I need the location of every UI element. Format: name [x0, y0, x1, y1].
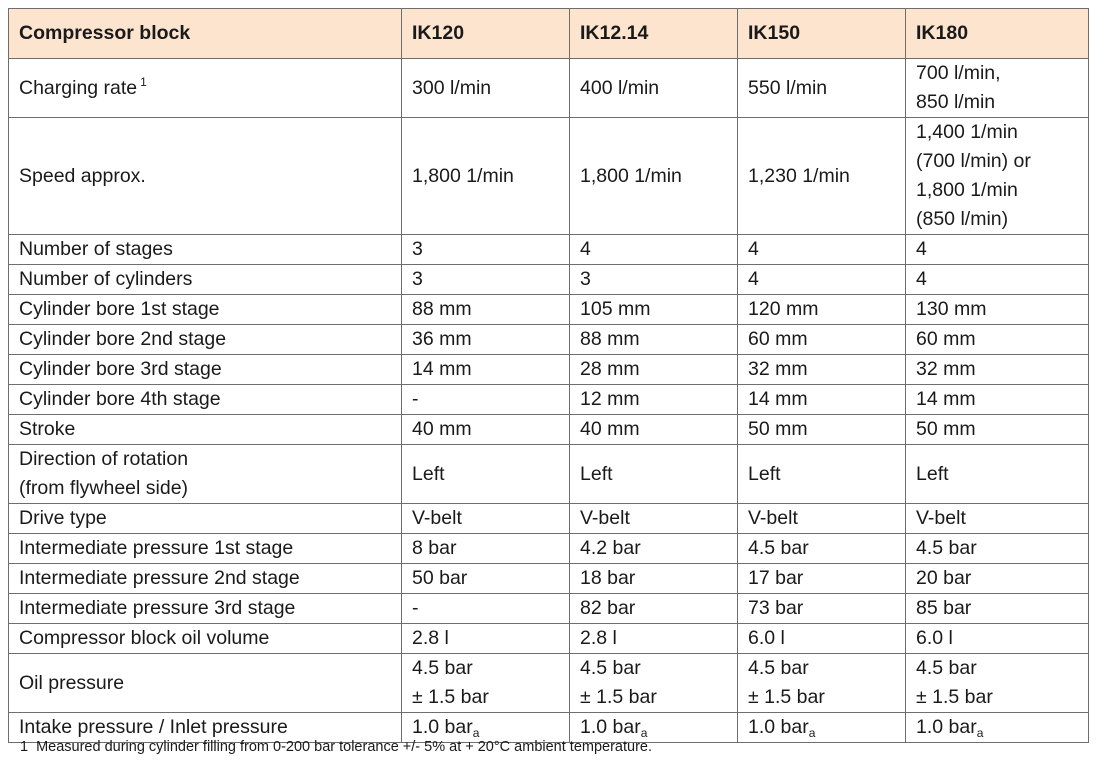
column-header-parameter: Compressor block [9, 9, 402, 59]
cell-line: 105 mm [580, 298, 651, 320]
table-cell [570, 295, 738, 325]
cell-line: V-belt [916, 507, 966, 529]
table-cell [738, 235, 906, 265]
cell-line: 4 [748, 238, 759, 260]
table-cell [906, 355, 1089, 385]
row-label [9, 325, 402, 355]
cell-line: 28 mm [580, 358, 640, 380]
table-cell [570, 59, 738, 118]
cell-line: 4.5 bar [412, 657, 473, 679]
cell-line: 1,400 1/min [916, 121, 1018, 143]
row-label [9, 355, 402, 385]
cell-line: 4.2 bar [580, 537, 641, 559]
table-cell [570, 534, 738, 564]
table-cell [570, 265, 738, 295]
table-row [9, 385, 1089, 415]
table-cell [738, 385, 906, 415]
cell-line: 18 bar [580, 567, 636, 589]
table-cell [402, 534, 570, 564]
row-label [9, 594, 402, 624]
cell-line: 1.0 bar [748, 716, 809, 738]
cell-line: 60 mm [748, 328, 808, 350]
table-cell [570, 445, 738, 504]
cell-line: (700 l/min) or [916, 150, 1031, 172]
cell-line: 8 bar [412, 537, 457, 559]
table-row [9, 295, 1089, 325]
row-label-text: Number of cylinders [19, 268, 193, 290]
row-label-text: Speed approx. [19, 164, 146, 187]
cell-line: 120 mm [748, 298, 819, 320]
cell-line: 6.0 l [916, 627, 953, 649]
table-cell [570, 235, 738, 265]
footnote [20, 738, 652, 756]
table-cell [402, 624, 570, 654]
table-cell [570, 415, 738, 445]
table-cell [402, 265, 570, 295]
cell-line: 4 [916, 268, 927, 290]
table-cell [738, 325, 906, 355]
table-cell [570, 564, 738, 594]
cell-line: 40 mm [580, 418, 640, 440]
table-row [9, 504, 1089, 534]
cell-line: 1.0 bar [580, 716, 641, 738]
table-row [9, 325, 1089, 355]
row-label [9, 445, 402, 504]
cell-line: 300 l/min [412, 76, 492, 99]
row-label [9, 265, 402, 295]
cell-line: 4.5 bar [748, 657, 809, 679]
cell-line: 50 mm [916, 418, 976, 440]
cell-line: 130 mm [916, 298, 987, 320]
row-label [9, 295, 402, 325]
table-cell [738, 504, 906, 534]
table-cell [906, 504, 1089, 534]
row-label-text: Drive type [19, 507, 107, 529]
cell-line: 4 [916, 238, 927, 260]
table-cell [906, 235, 1089, 265]
table-cell [906, 415, 1089, 445]
row-label-text: Cylinder bore 1st stage [19, 298, 220, 320]
cell-line: 4.5 bar [580, 657, 641, 679]
column-header-model: IK150 [738, 9, 906, 59]
column-header-model: IK120 [402, 9, 570, 59]
table-cell [402, 654, 570, 713]
table-cell [402, 415, 570, 445]
unit-subscript: a [976, 726, 984, 740]
table-cell [570, 594, 738, 624]
table-cell [738, 355, 906, 385]
row-label-text: Cylinder bore 3rd stage [19, 358, 222, 380]
table-cell [738, 415, 906, 445]
table-cell [570, 325, 738, 355]
cell-line: V-belt [580, 507, 630, 529]
table-cell [738, 713, 906, 743]
table-row [9, 355, 1089, 385]
row-label [9, 504, 402, 534]
table-row [9, 118, 1089, 235]
cell-line: - [412, 597, 419, 619]
table-row [9, 624, 1089, 654]
row-label-line: Direction of rotation [19, 448, 189, 470]
column-header-model: IK12.14 [570, 9, 738, 59]
table-cell [906, 713, 1089, 743]
row-label [9, 118, 402, 235]
cell-line: 4.5 bar [748, 537, 809, 559]
cell-line: 1.0 bar [412, 716, 473, 738]
table-cell [906, 295, 1089, 325]
table-cell [906, 594, 1089, 624]
table-cell [738, 624, 906, 654]
table-header [9, 9, 1089, 59]
row-label-text: Intake pressure / Inlet pressure [19, 716, 288, 738]
row-label-line: (from flywheel side) [19, 477, 189, 499]
row-label [9, 534, 402, 564]
table-cell [570, 118, 738, 235]
table-cell [906, 654, 1089, 713]
cell-line: 1,230 1/min [748, 164, 850, 187]
table-cell [402, 445, 570, 504]
table-cell [906, 325, 1089, 355]
table-cell [570, 654, 738, 713]
row-label [9, 564, 402, 594]
table-cell [402, 504, 570, 534]
cell-line: 73 bar [748, 597, 804, 619]
cell-line: Left [916, 462, 949, 485]
table-cell [906, 118, 1089, 235]
table-row [9, 594, 1089, 624]
table-cell [738, 59, 906, 118]
cell-line: ± 1.5 bar [916, 686, 993, 708]
cell-line: 17 bar [748, 567, 804, 589]
cell-line: 4.5 bar [916, 657, 977, 679]
cell-line: 1.0 bar [916, 716, 977, 738]
table-row [9, 59, 1089, 118]
cell-line: 1,800 1/min [916, 179, 1018, 201]
cell-line: 50 bar [412, 567, 468, 589]
row-label-text: Stroke [19, 418, 76, 440]
cell-line: 14 mm [412, 358, 472, 380]
cell-line: 4 [580, 238, 591, 260]
table-row [9, 654, 1089, 713]
table-cell [570, 385, 738, 415]
row-label-text: Cylinder bore 4th stage [19, 388, 221, 410]
row-label [9, 415, 402, 445]
row-label-text: Cylinder bore 2nd stage [19, 328, 227, 350]
table-cell [906, 385, 1089, 415]
cell-line: 550 l/min [748, 76, 828, 99]
cell-line: 14 mm [748, 388, 808, 410]
header-row [9, 9, 1089, 59]
row-label-text: Oil pressure [19, 671, 125, 694]
row-label-text: Number of stages [19, 238, 173, 260]
cell-line: 14 mm [916, 388, 976, 410]
table-cell [402, 118, 570, 235]
table-cell [402, 385, 570, 415]
cell-line: 20 bar [916, 567, 972, 589]
row-label [9, 235, 402, 265]
table-cell [906, 624, 1089, 654]
row-label-text: Intermediate pressure 2nd stage [19, 567, 300, 589]
footnote-number: 1 [20, 739, 29, 755]
table-cell [402, 295, 570, 325]
cell-line: 40 mm [412, 418, 472, 440]
table-cell [738, 564, 906, 594]
table-cell [570, 504, 738, 534]
cell-line: 88 mm [412, 298, 472, 320]
cell-line: 50 mm [748, 418, 808, 440]
footnote-text: Measured during cylinder filling from 0-200 bar tolerance +/- 5% at + 20°C ambient temperature. [36, 739, 652, 755]
table-cell [402, 355, 570, 385]
cell-line: 850 l/min [916, 91, 996, 113]
table-cell [906, 265, 1089, 295]
row-label [9, 624, 402, 654]
footnote-marker: 1 [140, 74, 147, 89]
table-body [9, 59, 1089, 743]
cell-line: 4 [748, 268, 759, 290]
table-cell [738, 534, 906, 564]
table-cell [402, 235, 570, 265]
table-cell [738, 594, 906, 624]
table-cell [906, 564, 1089, 594]
table-row [9, 445, 1089, 504]
cell-line: 85 bar [916, 597, 972, 619]
cell-line: 700 l/min, [916, 62, 1001, 84]
cell-line: 32 mm [748, 358, 808, 380]
cell-line: Left [580, 462, 613, 485]
table-row [9, 534, 1089, 564]
cell-line: 4.5 bar [916, 537, 977, 559]
table-row [9, 265, 1089, 295]
table-cell [906, 534, 1089, 564]
table-cell [570, 355, 738, 385]
table-cell [402, 59, 570, 118]
cell-line: 6.0 l [748, 627, 785, 649]
table-cell [906, 445, 1089, 504]
table-cell [738, 118, 906, 235]
row-label [9, 385, 402, 415]
table-row [9, 415, 1089, 445]
cell-line: 32 mm [916, 358, 976, 380]
cell-line: Left [412, 462, 445, 485]
cell-line: 3 [412, 238, 423, 260]
cell-line: 3 [412, 268, 423, 290]
table-cell [738, 445, 906, 504]
specifications-table [8, 8, 1089, 743]
table-row [9, 564, 1089, 594]
cell-line: - [412, 388, 419, 410]
table-row [9, 235, 1089, 265]
table-cell [402, 325, 570, 355]
row-label [9, 654, 402, 713]
row-label [9, 59, 402, 118]
cell-line: ± 1.5 bar [748, 686, 825, 708]
unit-subscript: a [808, 726, 816, 740]
cell-line: 60 mm [916, 328, 976, 350]
row-label-text: Charging rate [19, 76, 138, 99]
table-cell [738, 265, 906, 295]
column-header-model: IK180 [906, 9, 1089, 59]
cell-line: V-belt [412, 507, 462, 529]
table-cell [738, 654, 906, 713]
cell-line: 2.8 l [412, 627, 449, 649]
row-label-text: Intermediate pressure 3rd stage [19, 597, 296, 619]
table-cell [738, 295, 906, 325]
table-cell [570, 624, 738, 654]
cell-line: ± 1.5 bar [580, 686, 657, 708]
cell-line: 12 mm [580, 388, 640, 410]
cell-line: 2.8 l [580, 627, 617, 649]
cell-line: 1,800 1/min [580, 164, 682, 187]
table-cell [906, 59, 1089, 118]
row-label-text: Compressor block oil volume [19, 627, 270, 649]
unit-subscript: a [472, 726, 480, 740]
cell-line: 1,800 1/min [412, 164, 514, 187]
cell-line: V-belt [748, 507, 798, 529]
cell-line: Left [748, 462, 781, 485]
table-cell [402, 564, 570, 594]
cell-line: 400 l/min [580, 76, 660, 99]
cell-line: 3 [580, 268, 591, 290]
row-label-text: Intermediate pressure 1st stage [19, 537, 294, 559]
cell-line: 82 bar [580, 597, 636, 619]
unit-subscript: a [640, 726, 648, 740]
cell-line: (850 l/min) [916, 208, 1009, 230]
table-cell [402, 594, 570, 624]
cell-line: 36 mm [412, 328, 472, 350]
cell-line: 88 mm [580, 328, 640, 350]
cell-line: ± 1.5 bar [412, 686, 489, 708]
